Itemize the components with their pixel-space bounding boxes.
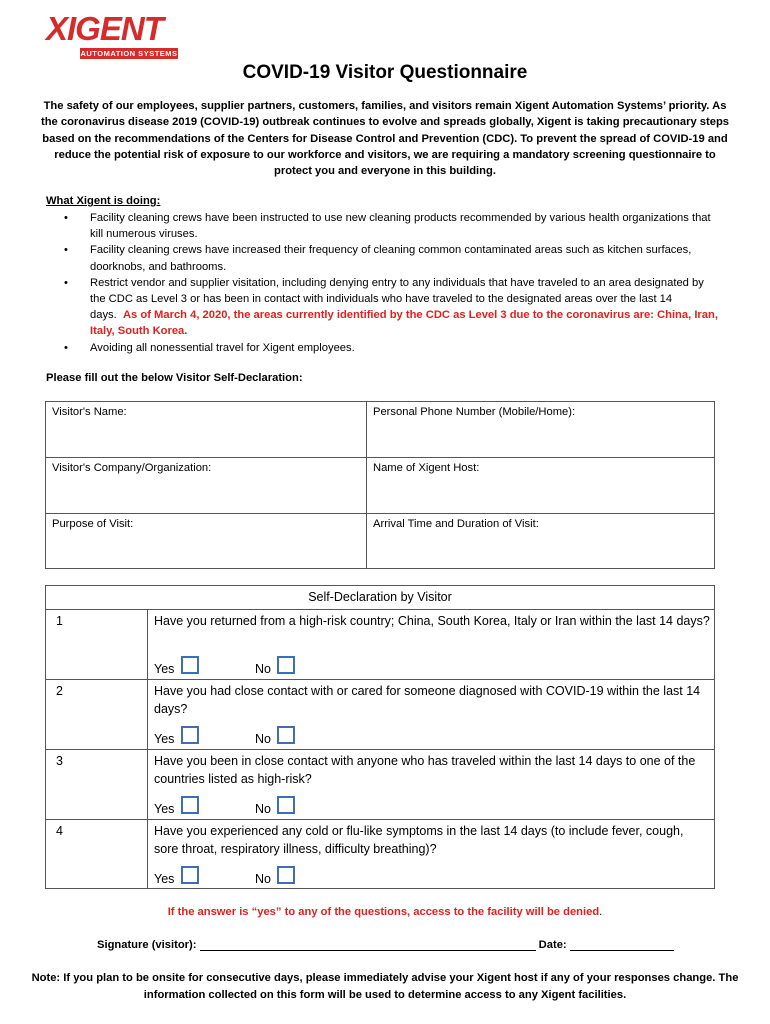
yes-label: Yes	[154, 662, 175, 676]
logo-wordmark: XIGENT	[46, 10, 163, 47]
self-declaration-heading: Please fill out the below Visitor Self-Declaration:	[46, 372, 303, 384]
yes-checkbox[interactable]	[181, 726, 199, 744]
yes-checkbox[interactable]	[181, 866, 199, 884]
doing-heading: What Xigent is doing:	[46, 195, 161, 207]
denial-warning: If the answer is “yes” to any of the questions, access to the facility will be denied.	[167, 906, 603, 918]
question-text: Have you had close contact with or cared for someone diagnosed with COVID-19 within the last 14 days?	[154, 684, 701, 716]
no-label: No	[255, 732, 271, 746]
declaration-heading: Self-Declaration by Visitor	[46, 586, 714, 610]
question-row-3	[46, 750, 714, 820]
list-item: • Restrict vendor and supplier visitation, including denying entry to any individuals that have traveled to an area designated by the CDC as Level 3 or has been in contact with individuals who have traveled to the designated areas over the last 14 days. As of March 4, 2020, the areas currently identified by the CDC as Level 3 due to the coronavirus are: China, Iran, Italy, South Korea.	[64, 276, 718, 338]
company-field[interactable]: Visitor's Company/Organization:	[46, 458, 367, 514]
question-row-4	[46, 820, 714, 888]
yes-label: Yes	[154, 872, 175, 886]
no-label: No	[255, 872, 271, 886]
bullet-icon: •	[64, 341, 68, 354]
list-item: • Facility cleaning crews have increased their frequency of cleaning common contaminated areas such as kitchen surfaces, doorknobs, and bathrooms.	[64, 244, 692, 273]
page-title: COVID-19 Visitor Questionnaire	[242, 62, 528, 83]
signature-line	[97, 938, 674, 951]
question-number: 2	[56, 684, 63, 698]
bullet-icon: •	[64, 276, 68, 289]
no-checkbox[interactable]	[277, 866, 295, 884]
note-paragraph: Note: If you plan to be onsite for consecutive days, please immediately advise your Xigent host if any of your responses change. The information collected on this form will be used to determine access to any Xigent facilities.	[31, 972, 739, 1001]
question-row-2	[46, 680, 714, 750]
date-field[interactable]	[570, 938, 674, 951]
yes-checkbox[interactable]	[181, 796, 199, 814]
phone-field[interactable]: Personal Phone Number (Mobile/Home):	[367, 402, 714, 458]
question-number: 4	[56, 824, 63, 838]
bullet-icon: •	[64, 244, 68, 257]
logo-tagline: AUTOMATION SYSTEMS	[80, 49, 178, 58]
question-text: Have you experienced any cold or flu-like symptoms in the last 14 days (to include fever, cough, sore throat, respiratory illness, difficulty breathing)?	[154, 824, 684, 856]
no-label: No	[255, 662, 271, 676]
question-row-1	[46, 610, 714, 680]
arrival-field[interactable]: Arrival Time and Duration of Visit:	[373, 518, 539, 530]
no-checkbox[interactable]	[277, 656, 295, 674]
host-field[interactable]: Name of Xigent Host:	[367, 458, 714, 514]
visitor-info-table	[45, 401, 715, 569]
yes-label: Yes	[154, 802, 175, 816]
no-checkbox[interactable]	[277, 726, 295, 744]
purpose-field[interactable]: Purpose of Visit:	[46, 514, 367, 568]
no-label: No	[255, 802, 271, 816]
bullet-icon: •	[64, 212, 68, 224]
no-checkbox[interactable]	[277, 796, 295, 814]
visitor-name-field[interactable]: Visitor's Name:	[46, 402, 367, 458]
list-item: • Avoiding all nonessential travel for Xigent employees.	[62, 340, 722, 356]
yes-label: Yes	[154, 732, 175, 746]
signature-label: Signature (visitor):	[97, 939, 197, 951]
question-number: 3	[56, 754, 63, 768]
question-text: Have you been in close contact with anyone who has traveled within the last 14 days to one of the countries listed as high-risk?	[154, 754, 696, 786]
xigent-logo	[46, 12, 178, 58]
question-text: Have you returned from a high-risk country; China, South Korea, Italy or Iran within the last 14 days?	[154, 614, 710, 628]
yes-checkbox[interactable]	[181, 656, 199, 674]
level3-areas-notice: As of March 4, 2020, the areas currently identified by the CDC as Level 3 due to the coronavirus are: China, Iran, Italy, South Korea.	[90, 309, 718, 338]
list-item: • Facility cleaning crews have been instructed to use new cleaning products recommended by various health organizations that kill numerous viruses.	[64, 212, 711, 241]
intro-paragraph: The safety of our employees, supplier partners, customers, families, and visitors remain Xigent Automation Systems’ priority. As the coronavirus disease 2019 (COVID-19) outbreak continues to evolve and spreads globally, Xigent is taking precautionary steps based on the recommendations of the Centers for Disease Control and Prevention (CDC). To prevent the spread of COVID-19 and reduce the potential risk of exposure to our workforce and visitors, we are requiring a mandatory screening questionnaire to protect you and everyone in this building.	[40, 100, 730, 178]
doing-list	[62, 210, 722, 356]
question-number: 1	[56, 614, 63, 628]
date-label: Date:	[538, 939, 567, 951]
self-declaration-table	[45, 585, 715, 889]
signature-field[interactable]	[200, 938, 536, 951]
